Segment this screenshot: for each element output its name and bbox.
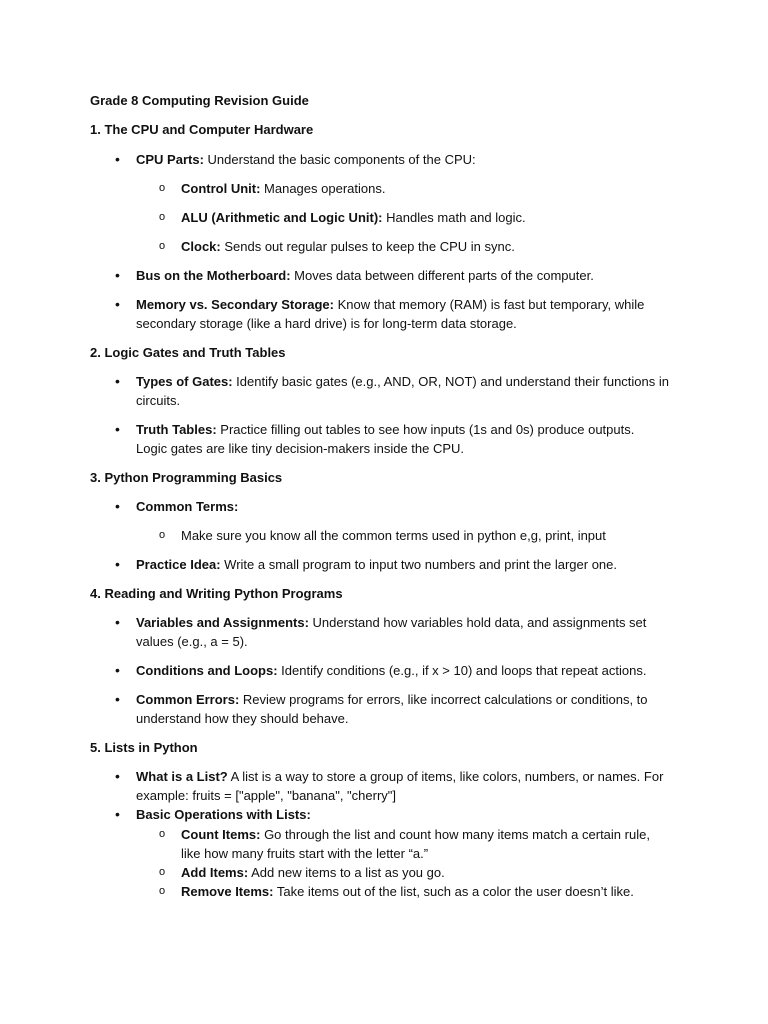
item-text: Take items out of the list, such as a color the user doesn’t like. [273,884,634,899]
item-text: Moves data between different parts of the computer. [290,268,594,283]
item-label: Common Errors: [136,692,240,707]
bullet-icon: • [115,151,120,167]
item-text: Know that memory (RAM) is fast but temporary, while [333,297,645,312]
list-item [136,767,663,786]
section-heading-1: 1. The CPU and Computer Hardware [90,122,314,137]
sub-bullet-icon: o [159,828,166,840]
item-text: Handles math and logic. [382,210,526,225]
list-item [136,805,311,824]
item-text: Practice filling out tables to see how inputs (1s and 0s) produce outputs. [216,422,635,437]
item-text: Identify conditions (e.g., if x > 10) and loops that repeat actions. [277,663,647,678]
list-item-continuation: Logic gates are like tiny decision-makers inside the CPU. [136,441,465,456]
sub-list-item [181,863,445,882]
bullet-icon: • [115,806,120,822]
item-label: Types of Gates: [136,374,233,389]
list-item-continuation: circuits. [136,393,181,408]
list-item [136,266,594,285]
item-text: A list is a way to store a group of items, like colors, numbers, or names. For [227,769,664,784]
bullet-icon: • [115,768,120,784]
sub-list-item [181,825,650,844]
item-text: Write a small program to input two numbers and print the larger one. [220,557,617,572]
list-item [136,555,617,574]
sub-bullet-icon: o [159,211,166,223]
item-label: Memory vs. Secondary Storage: [136,297,334,312]
bullet-icon: • [115,267,120,283]
item-label: Add Items: [181,865,249,880]
bullet-icon: • [115,614,120,630]
item-label: Basic Operations with Lists: [136,807,311,822]
item-label: What is a List? [136,769,228,784]
section-heading-2: 2. Logic Gates and Truth Tables [90,345,286,360]
list-item-continuation: values (e.g., a = 5). [136,634,248,649]
sub-bullet-icon: o [159,529,166,541]
sub-bullet-icon: o [159,240,166,252]
item-label: Practice Idea: [136,557,221,572]
item-text: Add new items to a list as you go. [248,865,445,880]
item-text: Review programs for errors, like incorrect calculations or conditions, to [239,692,648,707]
list-item-continuation: understand how they should behave. [136,711,349,726]
section-heading-4: 4. Reading and Writing Python Programs [90,586,343,601]
bullet-icon: • [115,556,120,572]
item-text: Identify basic gates (e.g., AND, OR, NOT) and understand their functions in [232,374,669,389]
list-item-continuation: secondary storage (like a hard drive) is for long-term data storage. [136,316,517,331]
list-item [136,295,644,314]
bullet-icon: • [115,691,120,707]
sub-bullet-icon: o [159,866,166,878]
item-text: Sends out regular pulses to keep the CPU in sync. [220,239,515,254]
sub-bullet-icon: o [159,885,166,897]
item-label: Control Unit: [181,181,261,196]
document-title: Grade 8 Computing Revision Guide [90,93,309,108]
list-item [136,661,646,680]
item-label: CPU Parts: [136,152,204,167]
item-text: Manages operations. [260,181,386,196]
item-label: ALU (Arithmetic and Logic Unit): [181,210,383,225]
sub-list-item-continuation: like how many fruits start with the letter “a.” [181,846,429,861]
bullet-icon: • [115,373,120,389]
item-label: Bus on the Motherboard: [136,268,291,283]
list-item-continuation: example: fruits = ["apple", "banana", "cherry"] [136,788,397,803]
sub-list-item [181,208,526,227]
list-item [136,613,646,632]
section-heading-5: 5. Lists in Python [90,740,198,755]
sub-bullet-icon: o [159,182,166,194]
sub-list-item [181,882,634,901]
bullet-icon: • [115,421,120,437]
list-item [136,497,238,516]
item-label: Variables and Assignments: [136,615,309,630]
item-text: Go through the list and count how many items match a certain rule, [260,827,650,842]
sub-list-item [181,179,385,198]
item-label: Remove Items: [181,884,274,899]
bullet-icon: • [115,662,120,678]
list-item [136,420,634,439]
item-label: Count Items: [181,827,261,842]
item-text: Understand how variables hold data, and assignments set [308,615,647,630]
sub-list-item [181,237,515,256]
sub-list-item: Make sure you know all the common terms used in python e,g, print, input [181,528,606,543]
list-item [136,372,669,391]
list-item [136,150,476,169]
list-item [136,690,648,709]
item-text: Understand the basic components of the CPU: [203,152,476,167]
bullet-icon: • [115,296,120,312]
item-label: Common Terms: [136,499,239,514]
item-label: Truth Tables: [136,422,217,437]
item-label: Clock: [181,239,221,254]
section-heading-3: 3. Python Programming Basics [90,470,283,485]
bullet-icon: • [115,498,120,514]
item-label: Conditions and Loops: [136,663,278,678]
